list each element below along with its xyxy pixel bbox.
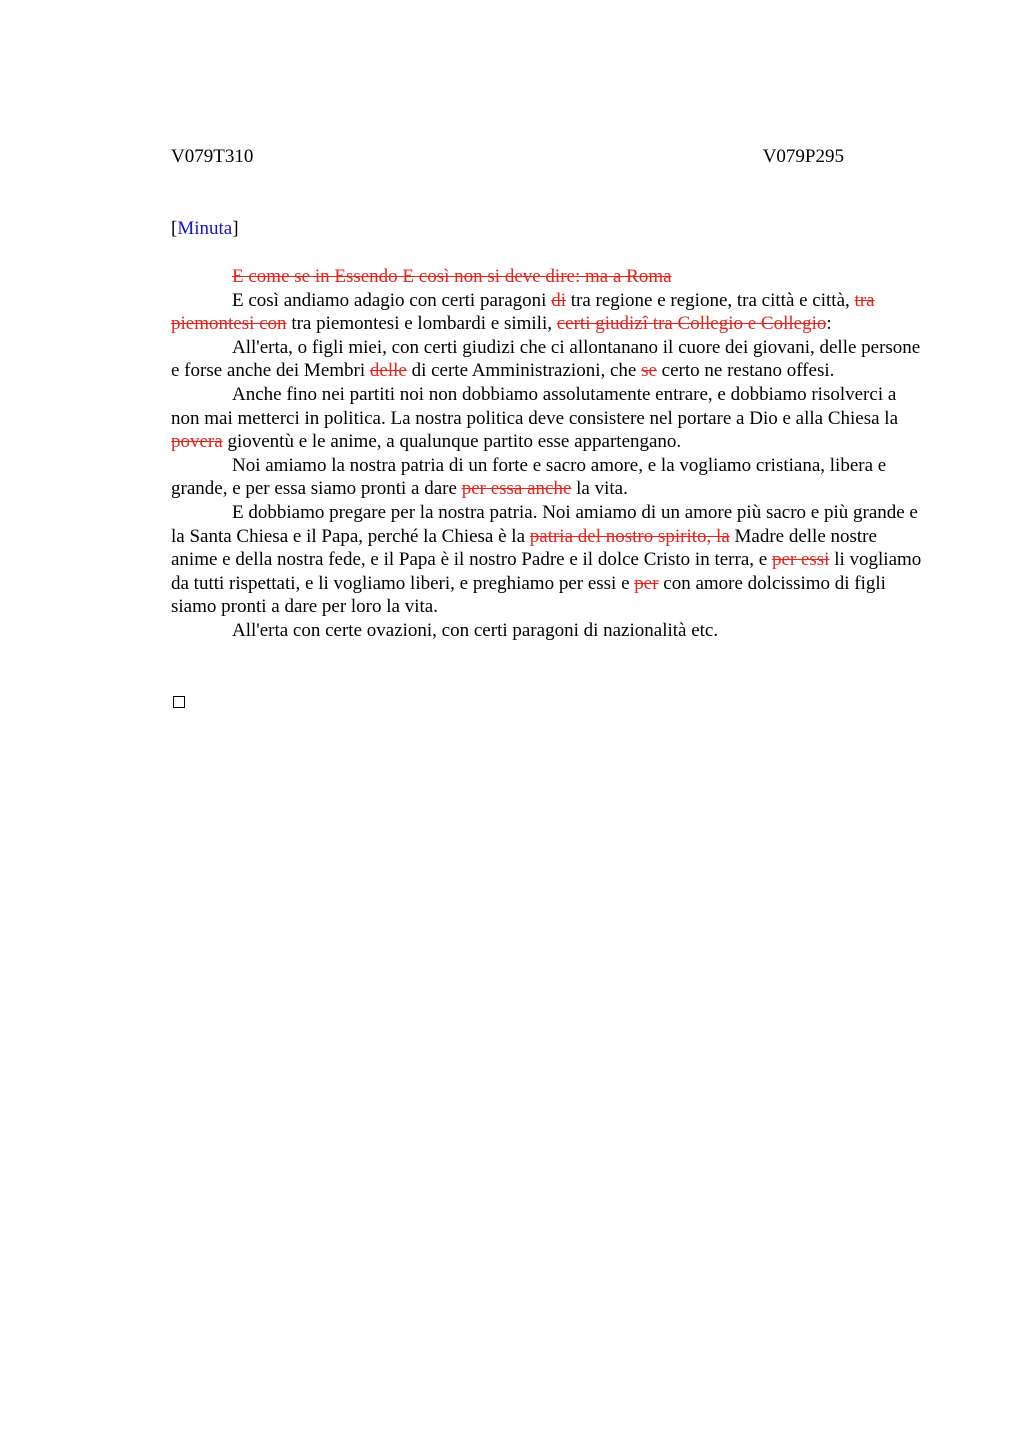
paragraph-text: E così andiamo adagio con certi paragoni [232,289,552,311]
deleted-text: se [641,360,657,382]
document-code-left: V079T310 [171,146,254,167]
paragraph-text: All'erta, o figli miei, con certi giudizi che ci allontanano il cuore dei giovani, delle persone e forse anche dei Membri [171,336,921,382]
paragraph-text: All'erta con certe ovazioni, con certi paragoni di nazionalità etc. [232,619,719,641]
deleted-text: povera [171,431,223,453]
paragraph [171,289,923,336]
paragraph-text: li vogliamo da tutti rispettati, e li vogliamo liberi, e preghiamo per essi e [171,549,922,594]
paragraph-text: : [826,313,832,335]
paragraph [171,383,923,454]
deleted-text: E come se in Essendo E così non si deve dire: ma a Roma [232,266,672,287]
paragraph-text: certo ne restano offesi. [656,360,835,382]
section-label-text: Minuta [177,218,233,239]
square-outline-icon [173,696,185,708]
paragraph [171,501,923,619]
paragraph-text: E dobbiamo pregare per la nostra patria. Noi amiamo di un amore più sacro e più grande e la Santa Chiesa e il Papa, perché la Chiesa è la [171,501,918,547]
paragraph [171,619,923,643]
close-bracket: ] [232,218,239,239]
paragraph-text: Madre delle nostre anime e della nostra fede, e il Papa è il nostro Padre e il dolce Cristo in terra, e [171,525,877,571]
deleted-text: tra piemontesi con [171,289,875,335]
paragraph [171,265,923,289]
document-code-right: V079P295 [762,146,844,167]
deleted-text: di [551,289,566,311]
deleted-text: per essi [771,549,830,571]
paragraph-text: gioventù e le anime, a qualunque partito esse appartengano. [222,431,682,453]
deleted-text: per essa anche [461,478,572,500]
deleted-text: patria del nostro spirito, la [529,525,730,547]
document-body [171,265,923,643]
paragraph [171,454,923,501]
paragraph-text: tra regione e regione, tra città e città, [565,289,855,311]
paragraph [171,336,923,383]
paragraph-text: Anche fino nei partiti noi non dobbiamo assolutamente entrare, e dobbiamo risolverci a non mai metterci in politica. La nostra politica deve consistere nel portare a Dio e alla Chiesa la [171,383,899,429]
paragraph-text: tra piemontesi e lombardi e simili, [286,313,557,335]
open-bracket: [ [171,218,178,239]
paragraph-text: con amore dolcissimo di figli siamo pronti a dare per loro la vita. [171,572,886,618]
paragraph-text: la vita. [571,478,628,500]
deleted-text: delle [369,360,407,382]
deleted-text: certi giudizî tra Collegio e Collegio [556,313,827,335]
section-label [171,217,239,241]
paragraph-text: di certe Amministrazioni, che [406,360,642,382]
paragraph-text: Noi amiamo la nostra patria di un forte e sacro amore, e la vogliamo cristiana, libera e grande, e per essa siamo pronti a dare [171,454,887,500]
deleted-text: per [634,572,659,594]
